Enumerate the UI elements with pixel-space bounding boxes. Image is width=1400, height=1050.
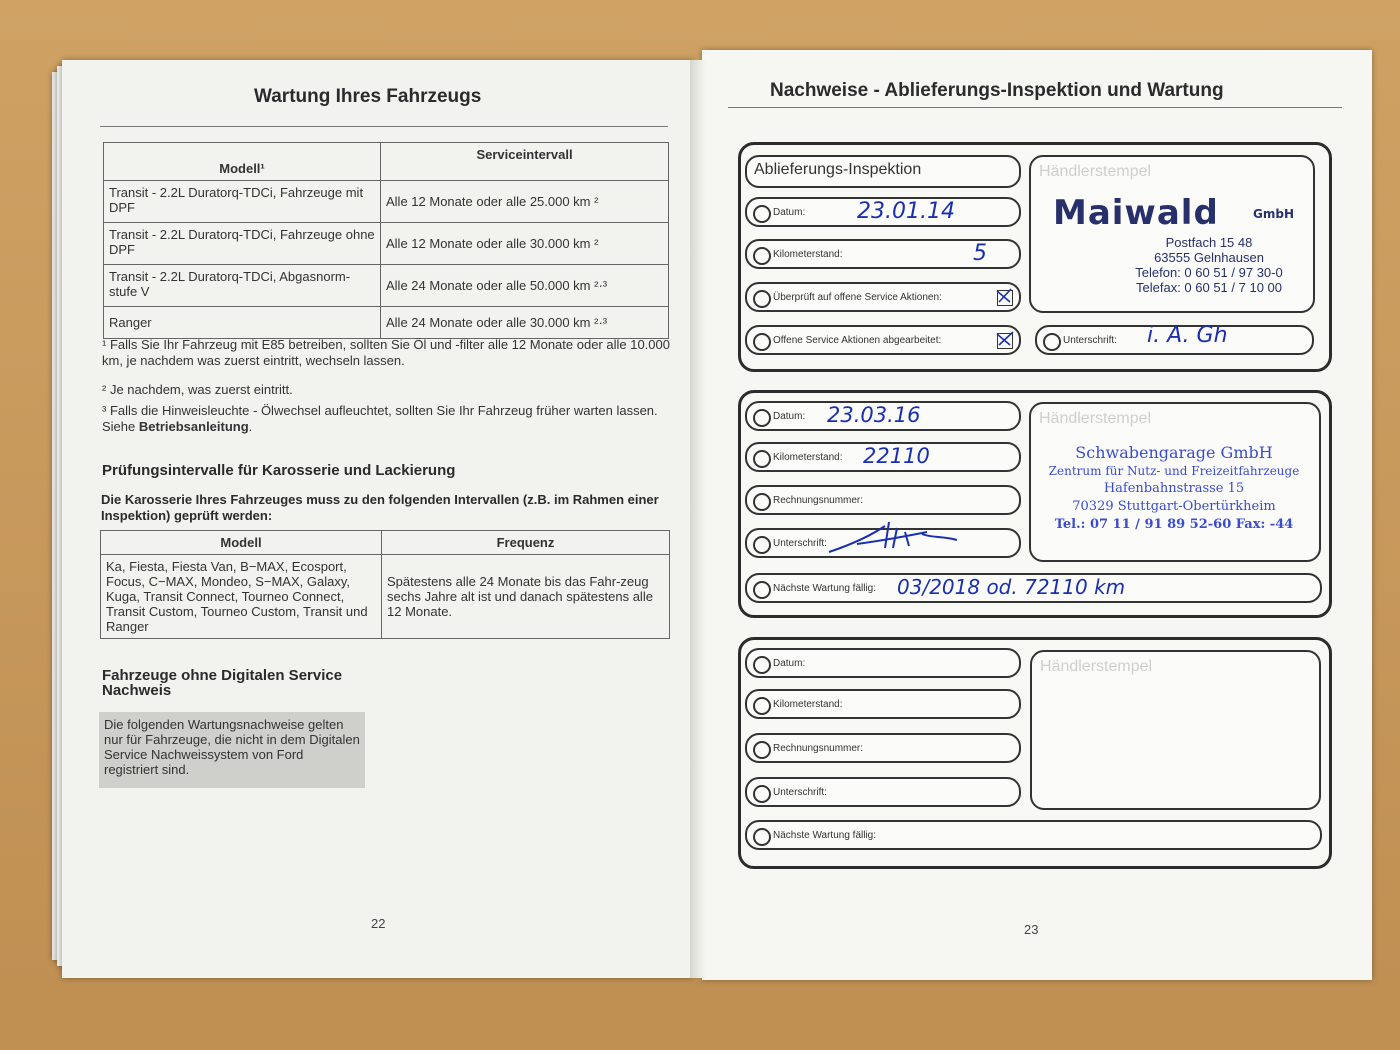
field-label: Kilometerstand: [773,249,843,260]
field-label: Nächste Wartung fällig: [773,583,877,594]
digital-info-box: Die folgenden Wartungsnachweise gelten nur für Fahrzeuge, die nicht in dem Digitalen Service Nachweissystem von Ford registriert sind. [99,712,365,788]
title-rule [728,107,1342,108]
date-field[interactable] [745,401,1021,431]
check-mark-icon [996,288,1012,304]
signature-field[interactable] [745,777,1021,807]
field-label: Unterschrift: [1063,335,1117,346]
radio-circle[interactable] [753,409,771,427]
dealer-stamp-box [1029,155,1315,313]
field-label: Unterschrift: [773,787,827,798]
left-page-title: Wartung Ihres Fahrzeugs [254,86,482,107]
field-label: Nächste Wartung fällig: [773,830,877,841]
field-label: Datum: [773,658,806,669]
field-label: Kilometerstand: [773,452,843,463]
radio-circle[interactable] [753,741,771,759]
title-rule [100,126,668,127]
checked-service-actions-field[interactable] [745,282,1021,312]
header-modell: Modell¹ [104,143,381,181]
table-cell: Alle 24 Monate oder alle 30.000 km ²·³ [381,307,669,339]
radio-circle[interactable] [753,205,771,223]
stamp-address [1109,235,1309,295]
book-gutter [690,60,708,978]
mileage-field[interactable] [745,689,1021,719]
table-cell: Alle 24 Monate oder alle 50.000 km ²·³ [381,265,669,307]
mileage-field[interactable] [745,239,1021,269]
handwritten-signature-icon [827,518,977,558]
field-label: Überprüft auf offene Service Aktionen: [773,292,942,303]
stamp-line: Tel.: 07 11 / 91 89 52-60 Fax: -44 [1054,517,1294,532]
radio-circle[interactable] [753,450,771,468]
handwritten-signature: i. A. Gh [1147,323,1228,348]
footnote-1: ¹ Falls Sie Ihr Fahrzeug mit E85 betreiben, sollten Sie Öl und -filter alle 12 Monate oder alle 10.000 km, je nachdem was zuerst eintritt, wechseln lassen. [102,337,670,368]
service-interval-table [103,142,669,339]
section-title: Prüfungsintervalle für Karosserie und Lackierung [102,462,456,479]
checkbox-checked-icon[interactable] [997,333,1013,349]
stamp-placeholder-label: Händlerstempel [1039,163,1152,180]
handwritten-value: 22110 [863,444,930,468]
date-field[interactable] [745,648,1021,678]
stamp-line: Postfach 15 48 [1165,235,1253,250]
date-field[interactable] [745,197,1021,227]
field-label: Rechnungsnummer: [773,495,864,506]
stamp-line: Hafenbahnstrasse 15 [1103,481,1245,496]
radio-circle[interactable] [753,536,771,554]
table-cell: Ka, Fiesta, Fiesta Van, B−MAX, Ecosport, Focus, C−MAX, Mondeo, S−MAX, Galaxy, Kuga, Transit Connect, Tourneo Connect, Transit Custom, Tourneo Custom, Transit und Ranger [101,555,382,639]
table-cell: Transit - 2.2L Duratorq-TDCi, Fahrzeuge mit DPF [104,181,381,223]
dealer-stamp-box [1029,402,1321,562]
radio-circle[interactable] [753,581,771,599]
stamp-line: Zentrum für Nutz- und Freizeitfahrzeuge [1048,464,1300,478]
header-frequenz: Frequenz [382,531,670,555]
stamp-line: Telefax: 0 60 51 / 7 10 00 [1136,280,1282,295]
field-label: Kilometerstand: [773,699,843,710]
radio-circle[interactable] [753,697,771,715]
handwritten-value: 5 [973,241,987,266]
table-cell: Spätestens alle 24 Monate bis das Fahr-zeug sechs Jahre alt ist und danach spätestens alle 12 Monate. [382,555,670,639]
signature-field[interactable] [745,528,1021,558]
stamp-company-suffix: GmbH [1253,207,1294,221]
footnote-3 [102,403,672,435]
radio-circle[interactable] [753,333,771,351]
field-label: Unterschrift: [773,538,827,549]
completed-service-actions-field[interactable] [745,325,1021,355]
table-cell: Ranger [104,307,381,339]
stamp-placeholder-label: Händlerstempel [1040,658,1153,675]
table-cell: Transit - 2.2L Duratorq-TDCi, Abgasnorm-stufe V [104,265,381,307]
footnote-3-text: ³ Falls die Hinweisleuchte - Ölwechsel aufleuchtet, sollten Sie Ihr Fahrzeug früher warten lassen. Siehe [102,403,658,434]
radio-circle[interactable] [753,247,771,265]
handwritten-value: 23.01.14 [857,199,955,224]
field-label: Datum: [773,411,806,422]
card-heading: Ablieferungs-Inspektion [745,155,1021,188]
signature-field[interactable] [1035,325,1314,355]
radio-circle[interactable] [753,290,771,308]
page-number: 23 [1024,922,1039,937]
dealer-stamp-box [1030,650,1321,810]
radio-circle[interactable] [753,656,771,674]
header-serviceintervall: Serviceintervall [381,143,669,181]
header-modell: Modell [101,531,382,555]
footnote-3-link: Betriebsanleitung [138,419,249,434]
next-service-field[interactable] [745,573,1322,603]
field-label: Datum: [773,207,806,218]
invoice-number-field[interactable] [745,733,1021,763]
stamp-line: Telefon: 0 60 51 / 97 30-0 [1135,265,1283,280]
next-service-field[interactable] [745,820,1322,850]
table-cell: Alle 12 Monate oder alle 25.000 km ² [381,181,669,223]
table-cell: Transit - 2.2L Duratorq-TDCi, Fahrzeuge ohne DPF [104,223,381,265]
stamp-company-name: Schwabengarage GmbH [1075,443,1273,462]
field-label: Offene Service Aktionen abgearbeitet: [773,335,942,346]
stamp-placeholder-label: Händlerstempel [1039,410,1152,427]
body-check-table [100,530,670,639]
invoice-number-field[interactable] [745,485,1021,515]
table-cell: Alle 12 Monate oder alle 30.000 km ² [381,223,669,265]
footnote-2: ² Je nachdem, was zuerst eintritt. [102,382,293,397]
section-intro: Die Karosserie Ihres Fahrzeuges muss zu den folgenden Intervallen (z.B. im Rahmen einer Inspektion) geprüft werden: [101,492,659,523]
radio-circle[interactable] [753,828,771,846]
field-label: Rechnungsnummer: [773,743,864,754]
radio-circle[interactable] [753,785,771,803]
stamp-line: 70329 Stuttgart-Obertürkheim [1072,499,1276,514]
radio-circle[interactable] [753,493,771,511]
mileage-field[interactable] [745,442,1021,472]
checkbox-checked-icon[interactable] [997,290,1013,306]
footnote-3-end: . [248,419,253,434]
handwritten-value: 23.03.16 [827,403,921,427]
check-mark-icon [996,331,1014,347]
stamp-line: 63555 Gelnhausen [1154,250,1264,265]
radio-circle[interactable] [1043,333,1061,351]
digital-title: Fahrzeuge ohne Digitalen Service Nachweis [102,667,343,699]
handwritten-value: 03/2018 od. 72110 km [897,575,1126,599]
right-page-title: Nachweise - Ablieferungs-Inspektion und Wartung [770,80,1224,101]
stamp-address [1031,444,1317,534]
stamp-company-name: Maiwald [1053,193,1219,233]
page-number: 22 [371,916,386,931]
